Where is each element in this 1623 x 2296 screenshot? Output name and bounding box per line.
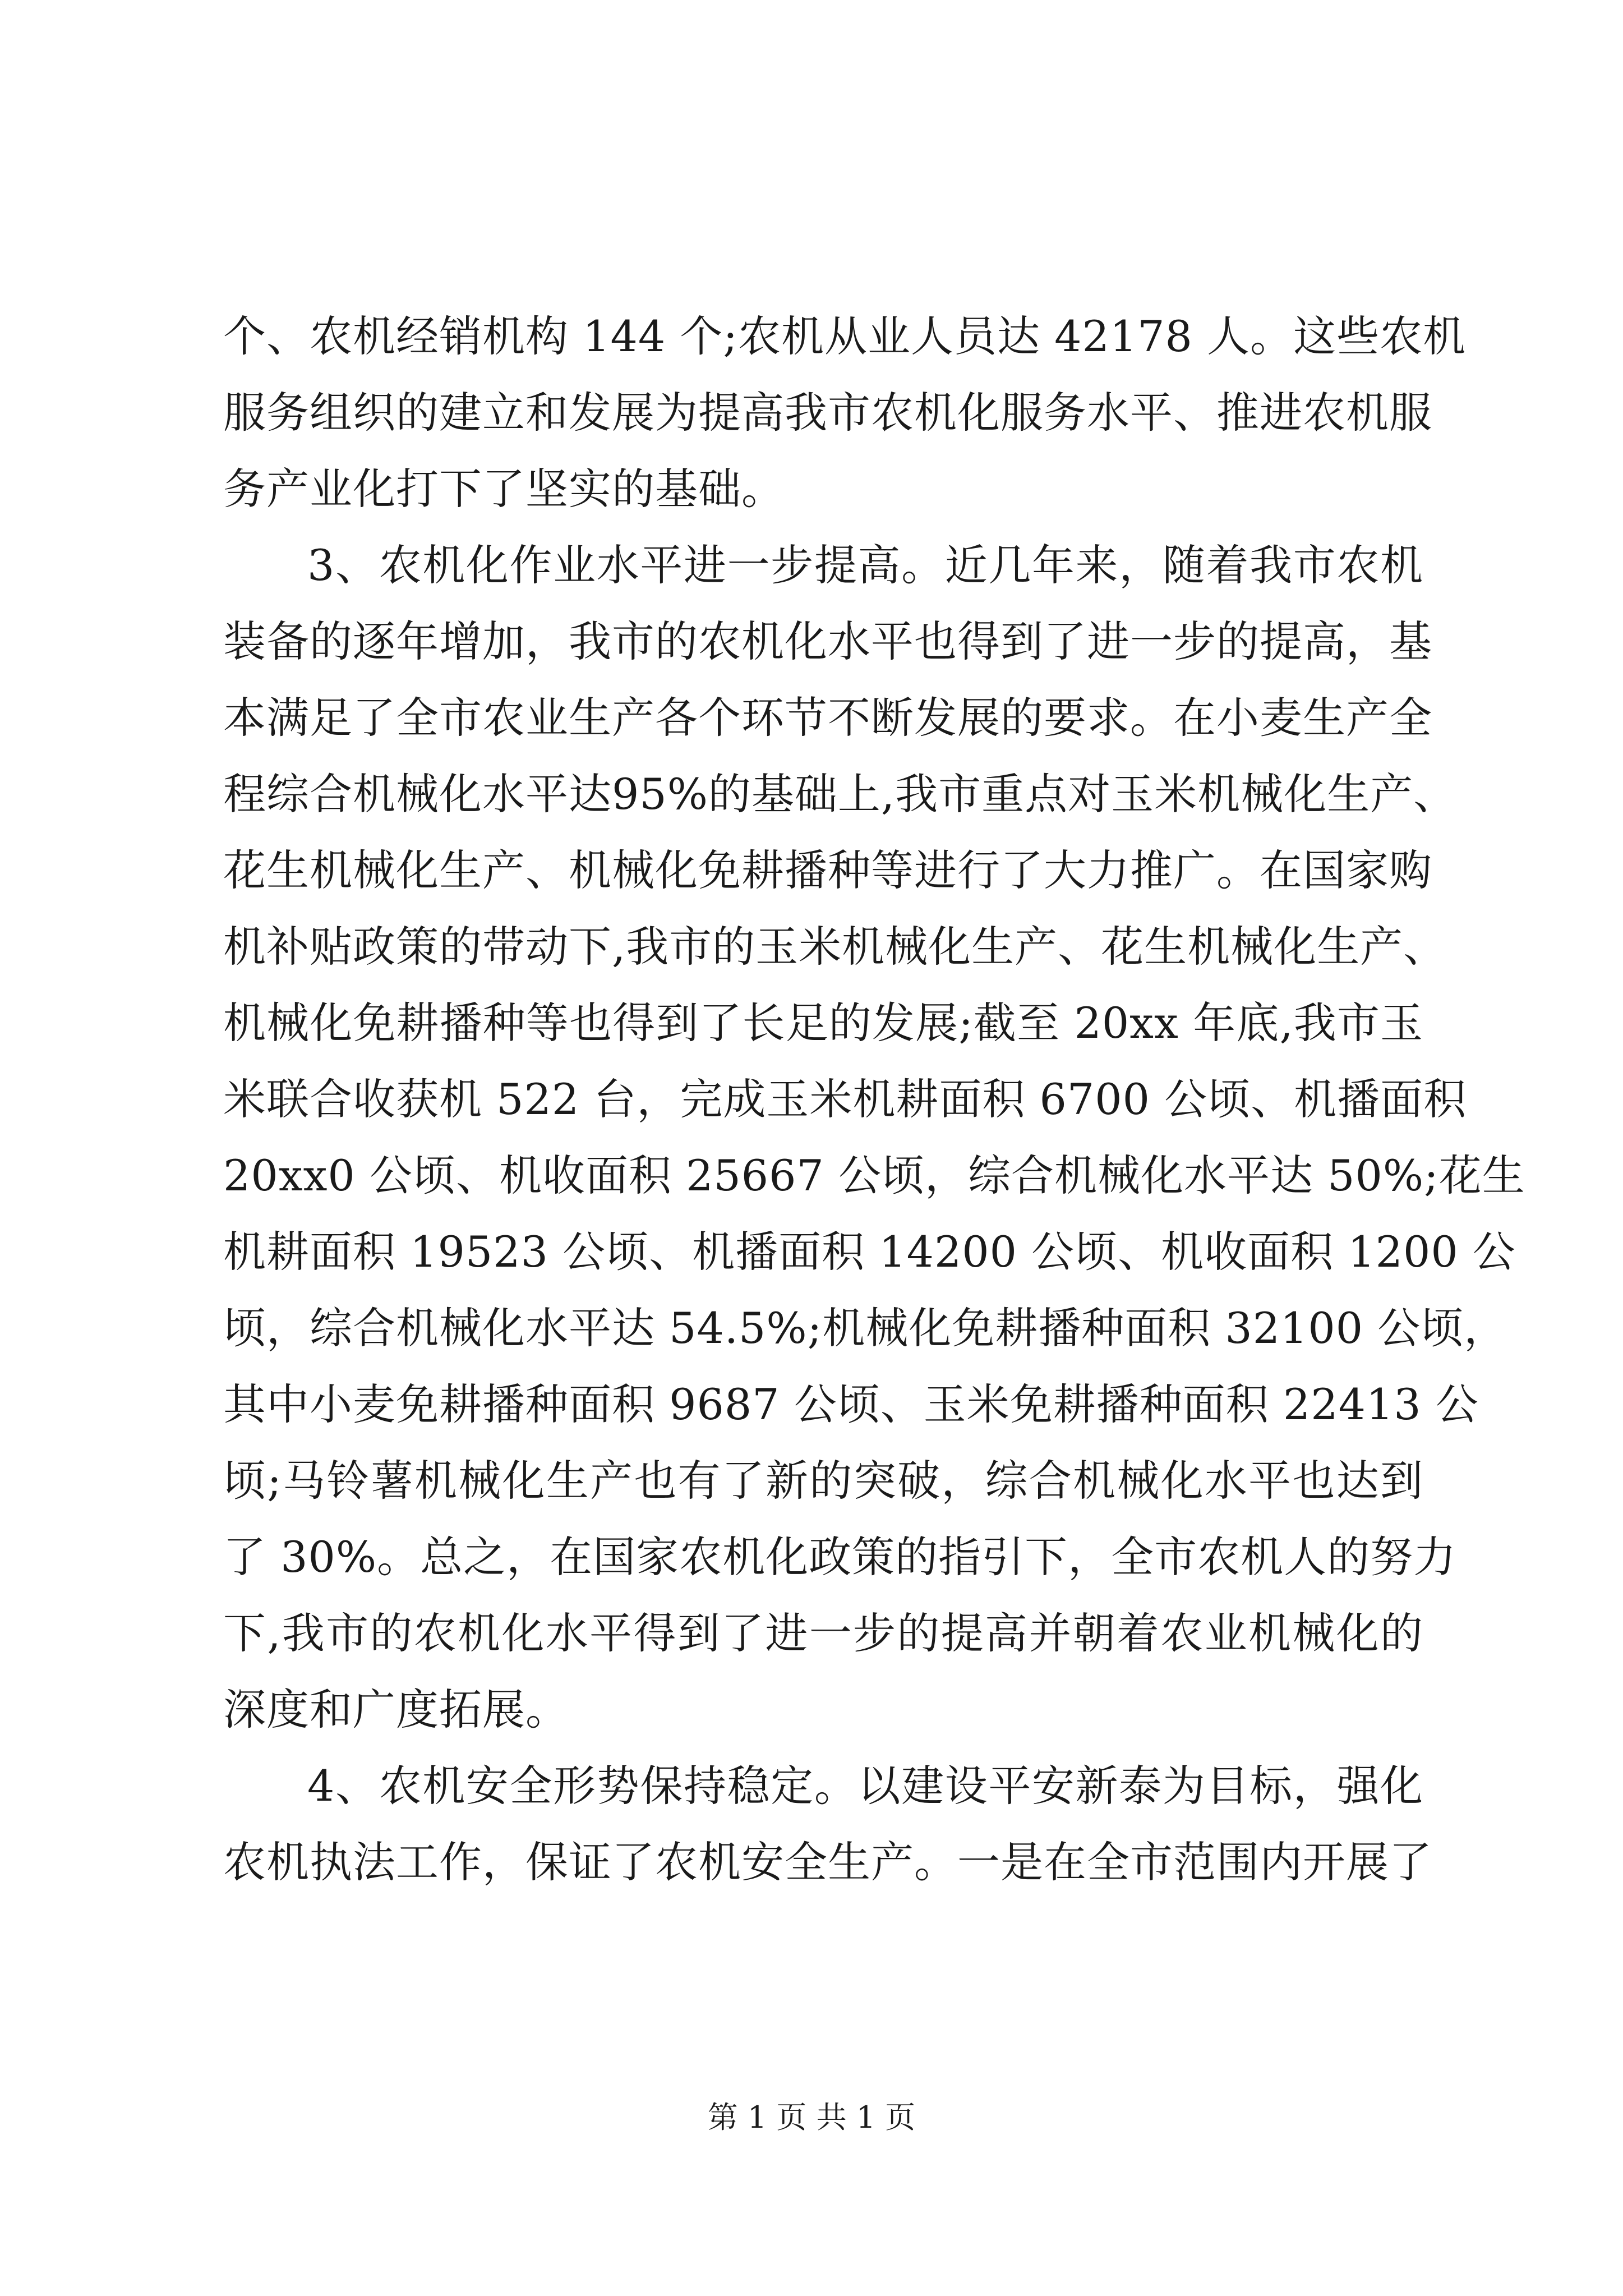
text-line: 机补贴政策的带动下,我市的玉米机械化生产、花生机械化生产、 [223,922,1447,972]
text-line: 3、农机化作业水平进一步提高。近几年来，随着我市农机 [307,540,1423,590]
text-line: 顷，综合机械化水平达 54.5%;机械化免耕播种面积 32100 公顷， [223,1303,1507,1353]
text-line: 了 30%。总之，在国家农机化政策的指引下，全市农机人的努力 [223,1532,1457,1582]
text-line: 机耕面积 19523 公顷、机播面积 14200 公顷、机收面积 1200 公 [223,1227,1516,1277]
text-line: 下,我市的农机化水平得到了进一步的提高并朝着农业机械化的 [223,1608,1423,1658]
text-line: 米联合收获机 522 台，完成玉米机耕面积 6700 公顷、机播面积 [223,1074,1467,1124]
text-line: 务产业化打下了坚实的基础。 [223,464,785,514]
text-line: 4、农机安全形势保持稳定。以建设平安新泰为目标，强化 [307,1761,1423,1811]
text-line: 程综合机械化水平达95%的基础上,我市重点对玉米机械化生产、 [223,769,1457,819]
page-number: 第 1 页 共 1 页 [707,2100,916,2135]
text-line: 机械化免耕播种等也得到了长足的发展;截至 20xx 年底,我市玉 [223,998,1423,1048]
text-line: 20xx0 公顷、机收面积 25667 公顷，综合机械化水平达 50%;花生 [223,1151,1525,1200]
text-line: 本满足了全市农业生产各个环节不断发展的要求。在小麦生产全 [223,693,1432,743]
text-line: 服务组织的建立和发展为提高我市农机化服务水平、推进农机服 [223,388,1432,438]
text-line: 个、农机经销机构 144 个;农机从业人员达 42178 人。这些农机 [223,311,1467,361]
text-line: 顷;马铃薯机械化生产也有了新的突破，综合机械化水平也达到 [223,1456,1423,1506]
text-line: 其中小麦免耕播种面积 9687 公顷、玉米免耕播种面积 22413 公 [223,1379,1479,1429]
text-line: 深度和广度拓展。 [223,1685,569,1734]
text-line: 花生机械化生产、机械化免耕播种等进行了大力推广。在国家购 [223,845,1432,895]
body-text [223,298,1525,1901]
text-line: 农机执法工作，保证了农机安全生产。一是在全市范围内开展了 [223,1837,1432,1887]
text-line: 装备的逐年增加，我市的农机化水平也得到了进一步的提高，基 [223,616,1432,666]
